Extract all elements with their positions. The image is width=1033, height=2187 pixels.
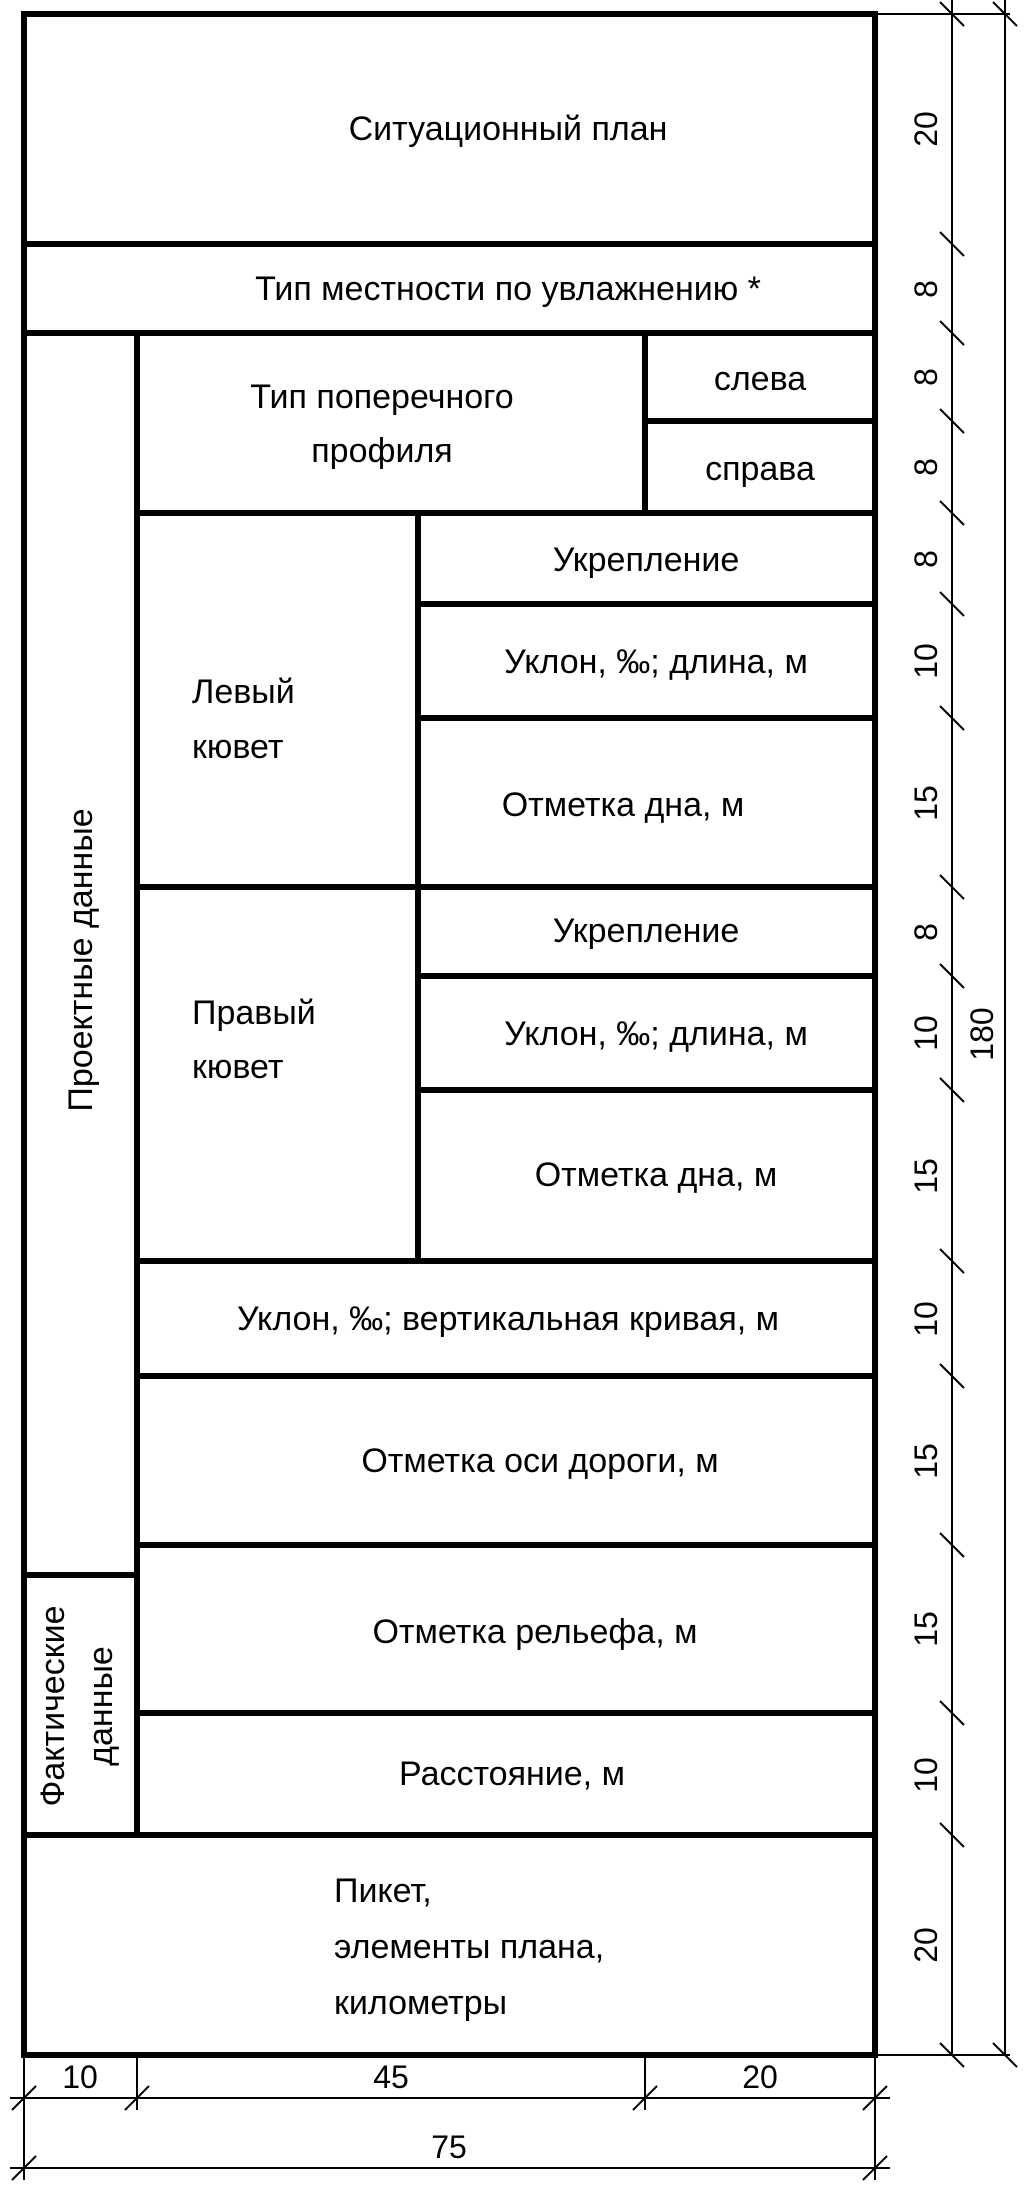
dim-height: 10 (908, 1015, 944, 1051)
dim-height: 15 (908, 1611, 944, 1647)
dim-height: 10 (908, 643, 944, 679)
right-ditch-label-line2: кювет (192, 1048, 284, 1086)
road-axis-mark-label: Отметка оси дороги, м (361, 1442, 719, 1480)
design-data-group-label: Проектные данные (62, 808, 100, 1112)
left-ditch-label-line2: кювет (192, 728, 284, 766)
picket-label-line1: Пикет, (334, 1872, 432, 1910)
cross-profile-label-line2: профиля (311, 432, 453, 470)
distance-label: Расстояние, м (399, 1755, 625, 1793)
right-side-label: справа (705, 450, 815, 488)
left-ditch-label-line1: Левый (192, 673, 295, 711)
dim-height: 10 (908, 1301, 944, 1337)
height-dimensions (908, 111, 944, 1963)
dim-total-width: 75 (431, 2129, 467, 2165)
dim-width: 10 (62, 2059, 98, 2095)
dim-height: 8 (908, 458, 944, 476)
relief-mark-label: Отметка рельефа, м (372, 1613, 698, 1651)
right-ditch-label-line1: Правый (192, 994, 316, 1032)
dim-height: 15 (908, 785, 944, 821)
dim-height: 8 (908, 368, 944, 386)
dim-height: 15 (908, 1158, 944, 1194)
dim-width: 45 (373, 2059, 409, 2095)
actual-data-group-label-line1: Фактические (34, 1605, 72, 1807)
left-side-label: слева (713, 360, 807, 398)
cross-profile-label-line1: Тип поперечного (250, 378, 514, 416)
dim-height: 10 (908, 1757, 944, 1793)
right-bottom-mark-label: Отметка дна, м (534, 1156, 778, 1194)
dim-height: 8 (908, 550, 944, 568)
dim-height: 15 (908, 1443, 944, 1479)
dim-height: 8 (908, 280, 944, 298)
right-reinforcement-label: Укрепление (552, 912, 740, 950)
dim-total-height: 180 (964, 1007, 1000, 1061)
left-slope-length-label: Уклон, ‰; длина, м (504, 643, 808, 681)
right-slope-length-label: Уклон, ‰; длина, м (504, 1015, 808, 1053)
situation-plan-label: Ситуационный план (348, 110, 668, 148)
picket-label-line2: элементы плана, (334, 1928, 605, 1966)
actual-data-group-label-line2: данные (82, 1646, 120, 1766)
picket-label-line3: километры (334, 1984, 508, 2022)
dim-height: 20 (908, 1927, 944, 1963)
slope-vertical-curve-label: Уклон, ‰; вертикальная кривая, м (236, 1300, 780, 1338)
left-bottom-mark-label: Отметка дна, м (501, 786, 745, 824)
dim-height: 20 (908, 111, 944, 147)
terrain-type-label: Тип местности по увлажнению * (255, 270, 761, 308)
dim-height: 8 (908, 923, 944, 941)
dim-width: 20 (742, 2059, 778, 2095)
left-reinforcement-label: Укрепление (552, 541, 740, 579)
